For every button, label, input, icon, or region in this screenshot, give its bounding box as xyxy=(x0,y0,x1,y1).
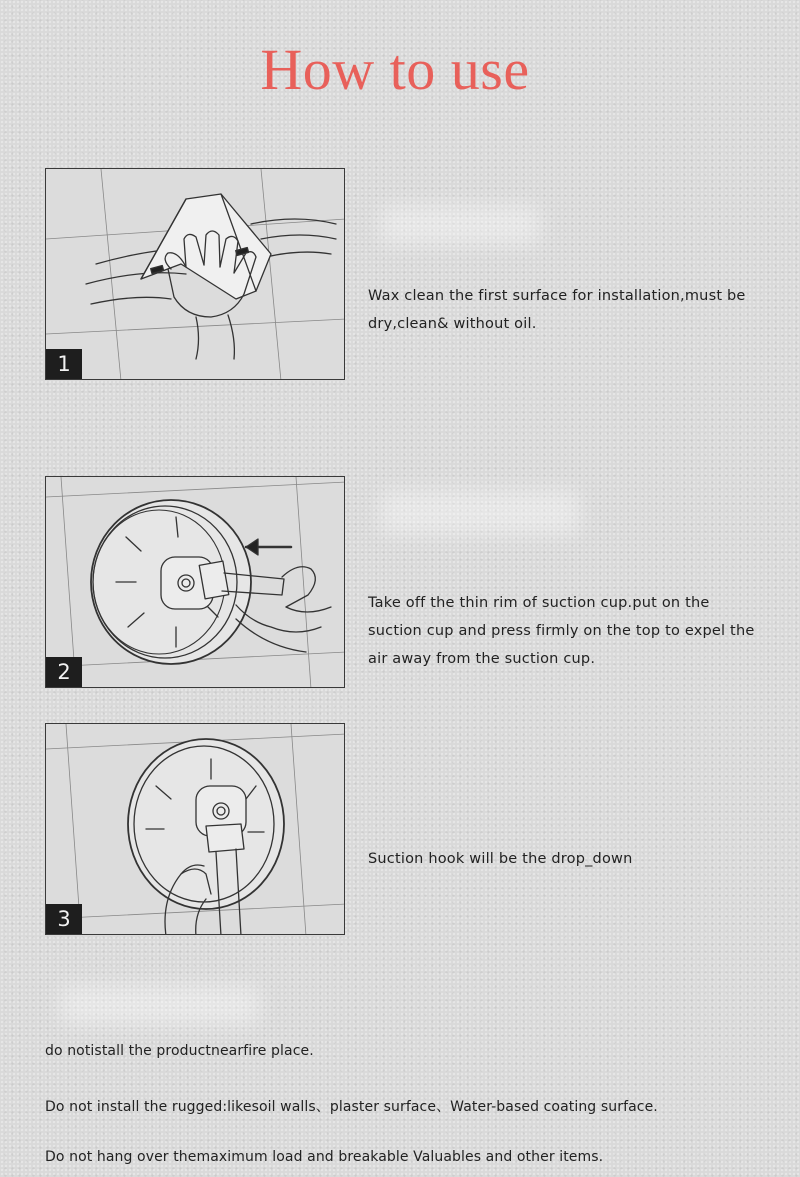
step-number-badge: 2 xyxy=(46,657,82,687)
warning-note: Do not hang over themaximum load and breakable Valuables and other items. xyxy=(45,1149,604,1165)
suction-cup-install-illustration xyxy=(46,477,345,688)
step-number-badge: 3 xyxy=(46,904,82,934)
step-number-badge: 1 xyxy=(46,349,82,379)
step-3-description: Suction hook will be the drop_down xyxy=(368,851,633,867)
step-3-panel xyxy=(45,723,345,935)
step-2-description: Take off the thin rim of suction cup.put on the suction cup and press firmly on the top to expel the air away from the suction cup. xyxy=(368,595,755,667)
suction-hook-dropdown-illustration xyxy=(46,724,345,935)
hand-wiping-cloth-illustration xyxy=(46,169,345,380)
background-smudge xyxy=(380,205,540,245)
step-1-panel xyxy=(45,168,345,380)
page-title: How to use xyxy=(260,37,530,102)
step-2-panel xyxy=(45,476,345,688)
warning-note: do notistall the productnearfire place. xyxy=(45,1043,314,1059)
background-smudge xyxy=(60,985,260,1025)
warning-note: Do not install the rugged:likesoil walls、plaster surface、Water-based coating surface. xyxy=(45,1099,658,1115)
background-smudge xyxy=(380,490,580,535)
step-1-description: Wax clean the first surface for installation,must be dry,clean& without oil. xyxy=(368,288,746,332)
